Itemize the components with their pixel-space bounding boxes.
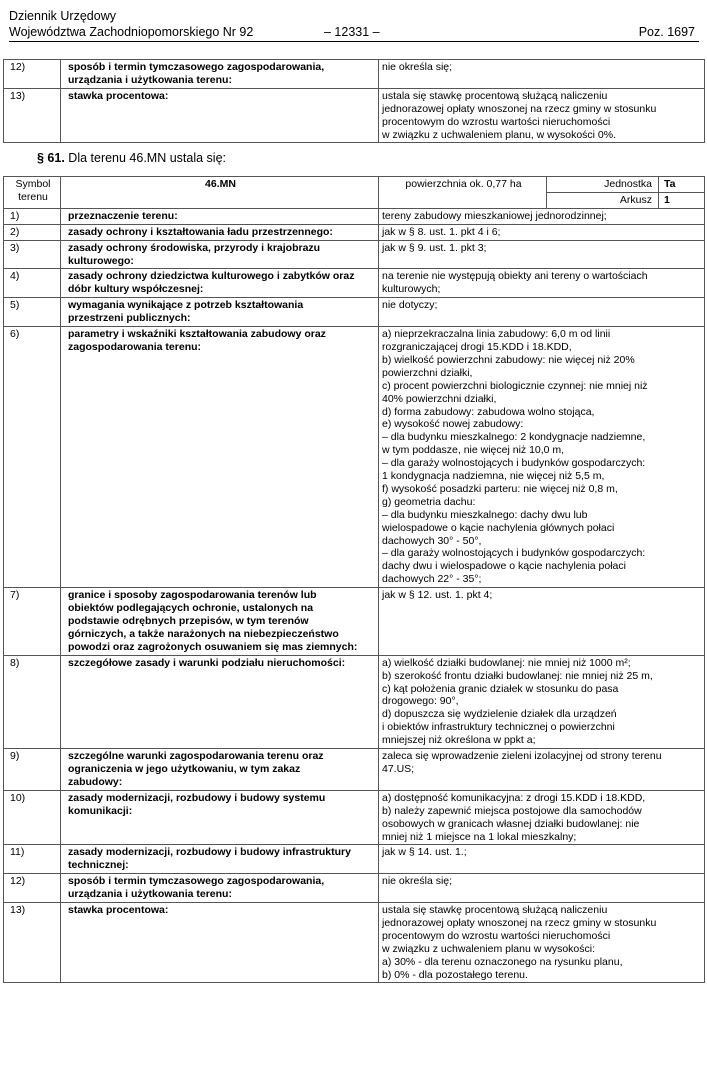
value-line: – dla budynku mieszkalnego: dachy dwu lub: [382, 508, 588, 521]
value-line: drogowego: 90°,: [382, 695, 459, 708]
label-line: zagospodarowania terenu:: [68, 340, 202, 353]
row-label: [61, 903, 379, 983]
row-value: [379, 208, 705, 224]
row-number: 2): [4, 224, 61, 240]
row-value: [379, 655, 705, 748]
label-line: stawka procentowa:: [68, 89, 169, 102]
value-line: c) kąt położenia granic działek w stosunku do pasa: [382, 682, 619, 695]
row-value: [379, 790, 705, 845]
table-46mn: [3, 176, 705, 983]
value-line: jak w § 12. ust. 1. pkt 4;: [382, 589, 493, 602]
label-line: zasady ochrony i kształtowania ładu przestrzennego:: [68, 225, 333, 238]
row-number: 7): [4, 588, 61, 656]
value-line: a) wielkość działki budowlanej: nie mniej niż 1000 m²;: [382, 656, 631, 669]
value-line: jak w § 8. ust. 1. pkt 4 i 6;: [382, 225, 501, 238]
label-line: stawka procentowa:: [68, 904, 169, 917]
symbol-header: Symbol terenu: [4, 177, 61, 209]
row-value: [379, 903, 705, 983]
table-row: [4, 903, 705, 983]
row-value: [379, 588, 705, 656]
value-line: zaleca się wprowadzenie zieleni izolacyjnej od strony terenu: [382, 750, 662, 763]
value-line: rozgraniczającej drogi 15.KDD i 18.KDD,: [382, 340, 572, 353]
value-line: d) dopuszcza się wydzielenie działek dla urządzeń: [382, 708, 617, 721]
table-row: [4, 208, 705, 224]
label-line: parametry i wskaźniki kształtowania zabudowy oraz: [68, 328, 326, 341]
value-line: jednorazowej opłaty wnoszonej na rzecz gminy w stosunku: [382, 102, 657, 115]
row-number: 9): [4, 749, 61, 791]
value-line: 40% powierzchni działki,: [382, 392, 497, 405]
row-number: 11): [4, 845, 61, 874]
label-line: wymagania wynikające z potrzeb kształtowania: [68, 299, 304, 312]
value-line: w związku z uchwaleniem planu, w wysokości 0%.: [382, 128, 617, 141]
label-line: urządzania i użytkowania terenu:: [68, 888, 232, 901]
table-header-row: [4, 177, 705, 193]
unit-label: Jednostka: [547, 177, 659, 193]
label-line: urządzania i użytkowania terenu:: [68, 73, 232, 86]
value-line: na terenie nie występują obiekty ani tereny o wartościach: [382, 270, 648, 283]
value-line: kulturowych;: [382, 283, 441, 296]
position-number: Poz. 1697: [638, 25, 695, 39]
label-line: podstawie odrębnych przepisów, w tym terenów: [68, 615, 309, 627]
value-line: nie określa się;: [382, 61, 453, 73]
value-line: nie dotyczy;: [382, 299, 438, 312]
value-line: osobowych w granicach własnej działki budowlanej: nie: [382, 817, 640, 830]
label-line: technicznej:: [68, 859, 129, 872]
value-line: 1 kondygnacja nadziemna, nie więcej niż 5,5 m,: [382, 470, 605, 483]
label-line: zasady ochrony dziedzictwa kulturowego i zabytków oraz: [68, 270, 355, 283]
value-line: nie określa się;: [382, 875, 453, 888]
row-label: [61, 298, 379, 327]
row-number: 12): [4, 60, 61, 89]
label-line: kulturowego:: [68, 254, 134, 267]
value-line: c) procent powierzchni biologicznie czynnej: nie mniej niż: [382, 379, 648, 392]
section-text: Dla terenu 46.MN ustala się:: [64, 151, 227, 165]
value-line: b) szerokość frontu działki budowlanej: nie mniej niż 25 m,: [382, 669, 653, 682]
table-row: [4, 588, 705, 656]
label-line: przeznaczenie terenu:: [68, 209, 178, 222]
value-line: ustala się stawkę procentową służącą naliczeniu: [382, 904, 608, 917]
value-line: i obiektów infrastruktury technicznej o powierzchni: [382, 721, 615, 734]
row-label: [61, 224, 379, 240]
table-row: [4, 224, 705, 240]
value-line: ustala się stawkę procentową służącą naliczeniu: [382, 89, 608, 102]
value-line: b) wielkość powierzchni zabudowy: nie więcej niż 20%: [382, 353, 635, 366]
row-number: 3): [4, 240, 61, 269]
value-line: tereny zabudowy mieszkaniowej jednorodzinnej;: [382, 209, 607, 222]
row-label: [61, 655, 379, 748]
value-line: powierzchni działki,: [382, 366, 473, 379]
row-value: [379, 327, 705, 588]
value-line: wielospadowe o kącie nachylenia głównych połaci: [382, 521, 615, 534]
row-label: [61, 874, 379, 903]
table-previous-section: [3, 59, 705, 143]
name-header: 46.MN: [61, 177, 379, 209]
table-row: [4, 60, 705, 89]
value-line: g) geometria dachu:: [382, 495, 476, 508]
row-value: [379, 298, 705, 327]
label-line: dóbr kultury współczesnej:: [68, 283, 204, 296]
label-line: górniczych, a także narażonych na niebezpieczeństwo: [68, 627, 339, 640]
label-line: ograniczenia w jego użytkowaniu, w tym zakaz: [68, 762, 301, 775]
value-line: b) należy zapewnić miejsca postojowe dla samochodów: [382, 804, 642, 817]
row-number: 6): [4, 327, 61, 588]
section-heading: [37, 151, 226, 166]
table-row: [4, 749, 705, 791]
label-line: zasady ochrony środowiska, przyrody i krajobrazu: [68, 241, 321, 254]
page-number: – 12331 –: [324, 25, 380, 39]
value-line: a) dostępność komunikacyjna: z drogi 15.KDD i 18.KDD,: [382, 791, 646, 804]
row-number: 5): [4, 298, 61, 327]
section-number: § 61.: [37, 151, 65, 165]
value-line: d) forma zabudowy: zabudowa wolno stojąca,: [382, 405, 595, 418]
area-cell: powierzchnia ok. 0,77 ha: [379, 177, 547, 209]
sheet-label: Arkusz: [547, 192, 659, 208]
label-line: zabudowy:: [68, 775, 123, 788]
label-line: szczególne warunki zagospodarowania terenu oraz: [68, 750, 324, 763]
value-line: jak w § 9. ust. 1. pkt 3;: [382, 241, 487, 254]
table-row: [4, 874, 705, 903]
label-line: obiektów podlegających ochronie, ustalonych na: [68, 602, 314, 615]
row-number: 4): [4, 269, 61, 298]
row-label: [61, 845, 379, 874]
row-label: [61, 88, 379, 143]
journal-title: Dziennik Urzędowy: [9, 9, 116, 23]
unit-value: Ta: [659, 177, 705, 193]
label-line: przestrzeni publicznych:: [68, 312, 191, 325]
row-label: [61, 269, 379, 298]
value-line: e) wysokość nowej zabudowy:: [382, 418, 524, 431]
value-line: mniej niż 1 miejsce na 1 lokal mieszkalny;: [382, 830, 577, 843]
value-line: – dla garaży wolnostojących i budynków gospodarczych:: [382, 547, 646, 560]
row-label: [61, 208, 379, 224]
row-value: [379, 60, 705, 89]
table-row: [4, 655, 705, 748]
table-row: [4, 269, 705, 298]
row-value: [379, 224, 705, 240]
table-row: [4, 845, 705, 874]
value-line: dachowych 22° - 35°;: [382, 573, 482, 586]
row-number: 13): [4, 903, 61, 983]
value-line: dachowych 30° - 50°,: [382, 534, 482, 547]
journal-name: Województwa Zachodniopomorskiego Nr 92: [9, 25, 254, 39]
row-label: [61, 240, 379, 269]
value-line: w związku z uchwaleniem planu w wysokości:: [382, 942, 595, 955]
value-line: w tym poddasze, nie więcej niż 10,0 m,: [382, 444, 565, 457]
row-value: [379, 845, 705, 874]
table-row: [4, 88, 705, 143]
value-line: procentowym do wzrostu wartości nieruchomości: [382, 929, 611, 942]
row-number: 13): [4, 88, 61, 143]
table-row: [4, 240, 705, 269]
label-line: sposób i termin tymczasowego zagospodarowania,: [68, 61, 325, 73]
row-value: [379, 874, 705, 903]
value-line: dachy dwu i wielospadowe o kącie nachylenia połaci: [382, 560, 626, 573]
value-line: f) wysokość posadzki parteru: nie więcej niż 0,8 m,: [382, 482, 618, 495]
label-line: szczegółowe zasady i warunki podziału nieruchomości:: [68, 656, 346, 669]
label-line: zasady modernizacji, rozbudowy i budowy systemu: [68, 791, 326, 804]
value-line: jednorazowej opłaty wnoszonej na rzecz gminy w stosunku: [382, 916, 657, 929]
label-line: zasady modernizacji, rozbudowy i budowy infrastruktury: [68, 846, 351, 859]
row-number: 10): [4, 790, 61, 845]
label-line: sposób i termin tymczasowego zagospodarowania,: [68, 875, 325, 888]
row-value: [379, 749, 705, 791]
value-line: 47.US;: [382, 762, 415, 775]
value-line: mniejszej niż określona w ppkt a;: [382, 734, 536, 747]
row-label: [61, 790, 379, 845]
row-label: [61, 588, 379, 656]
sheet-value: 1: [659, 192, 705, 208]
value-line: a) 30% - dla terenu oznaczonego na rysunku planu,: [382, 955, 623, 968]
row-label: [61, 60, 379, 89]
row-number: 1): [4, 208, 61, 224]
table-row: [4, 298, 705, 327]
label-line: granice i sposoby zagospodarowania terenów lub: [68, 589, 317, 602]
value-line: jak w § 14. ust. 1.;: [382, 846, 467, 859]
value-line: procentowym do wzrostu wartości nieruchomości: [382, 115, 611, 128]
label-line: powodzi oraz zagrożonych osuwaniem się mas ziemnych:: [68, 640, 358, 653]
label-line: komunikacji:: [68, 804, 133, 817]
row-value: [379, 269, 705, 298]
row-label: [61, 327, 379, 588]
table-row: [4, 327, 705, 588]
row-value: [379, 240, 705, 269]
value-line: – dla budynku mieszkalnego: 2 kondygnacje nadziemne,: [382, 431, 646, 444]
table-row: [4, 790, 705, 845]
value-line: a) nieprzekraczalna linia zabudowy: 6,0 m od linii: [382, 328, 611, 341]
row-label: [61, 749, 379, 791]
row-value: [379, 88, 705, 143]
journal-subheader: [9, 25, 699, 42]
value-line: b) 0% - dla pozostałego terenu.: [382, 968, 528, 981]
value-line: – dla garaży wolnostojących i budynków gospodarczych:: [382, 457, 646, 470]
row-number: 8): [4, 655, 61, 748]
row-number: 12): [4, 874, 61, 903]
